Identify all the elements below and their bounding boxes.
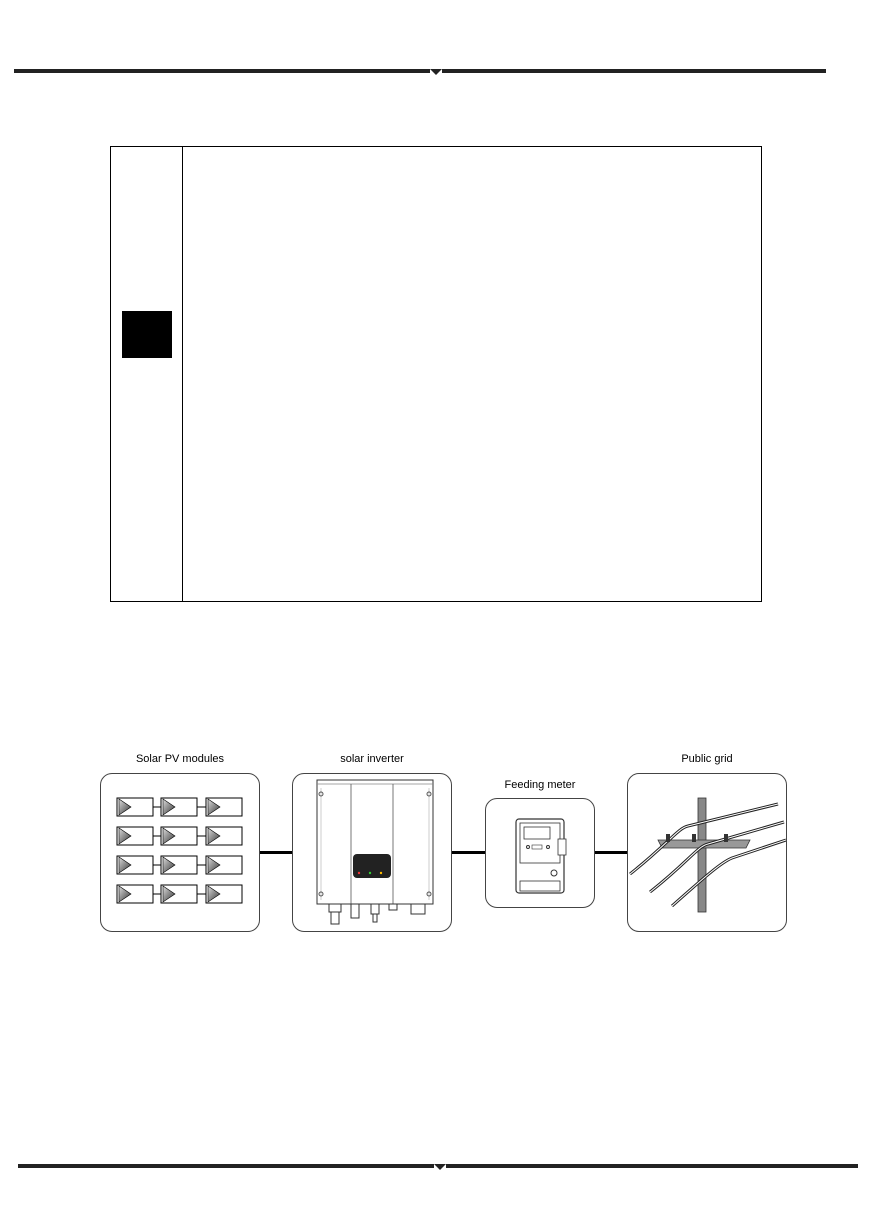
meter-icon <box>486 799 594 907</box>
notice-marker-icon <box>122 311 172 358</box>
system-diagram <box>0 740 874 950</box>
inverter-icon <box>293 774 451 931</box>
meter-label: Feeding meter <box>504 779 576 791</box>
grid-panel <box>627 773 787 932</box>
wire-inverter-meter <box>452 851 486 854</box>
pv-module-icon <box>101 774 259 931</box>
footer-rule <box>18 1158 858 1174</box>
inverter-label: solar inverter <box>340 753 404 765</box>
notice-icon-column <box>111 147 183 601</box>
pv-modules-panel <box>100 773 260 932</box>
wire-meter-grid <box>594 851 628 854</box>
wire-pv-inverter <box>260 851 293 854</box>
utility-pole-icon <box>628 774 786 931</box>
pv-label: Solar PV modules <box>135 753 225 765</box>
grid-label: Public grid <box>681 753 733 765</box>
notice-box <box>110 146 762 602</box>
header-rule <box>14 63 826 79</box>
inverter-panel <box>292 773 452 932</box>
meter-panel <box>485 798 595 908</box>
